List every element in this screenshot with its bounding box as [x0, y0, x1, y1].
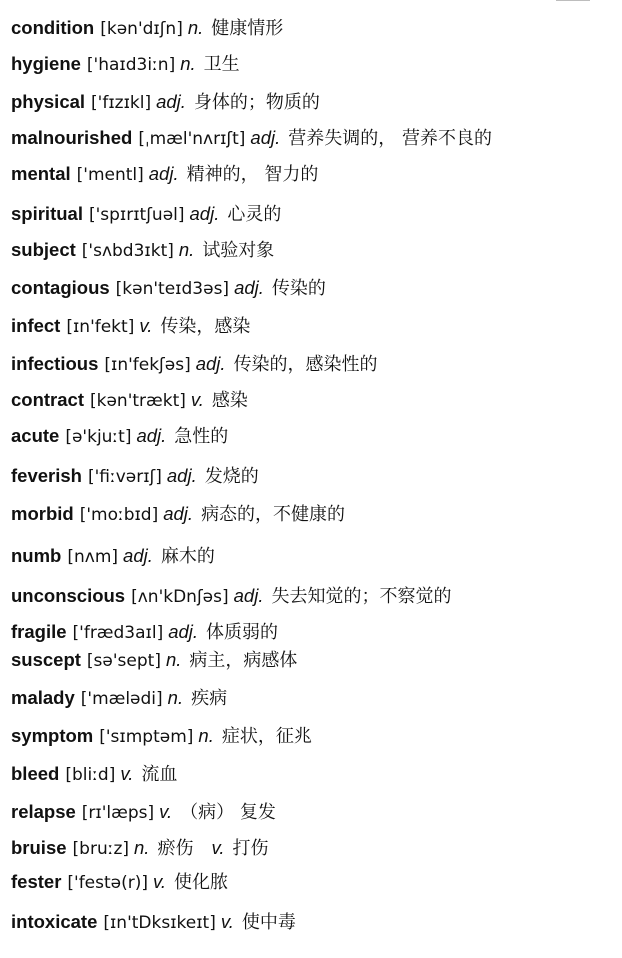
vocab-entry-contagious [11, 276, 326, 301]
vocab-entry-intoxicate [11, 910, 296, 935]
entry-word: subject [11, 239, 76, 260]
vocab-entry-symptom [11, 724, 312, 749]
vocab-entry-infectious [11, 352, 378, 377]
entry-word: morbid [11, 503, 74, 524]
vocab-entry-fragile [11, 620, 278, 645]
entry-part-of-speech: adj. [148, 163, 179, 184]
entry-word: acute [11, 425, 60, 446]
entry-part-of-speech: adj. [136, 425, 167, 446]
entry-meaning: 病主，病感体 [189, 650, 298, 671]
entry-pronunciation: ['mælədi] [80, 689, 163, 709]
vocab-entry-feverish [11, 464, 259, 489]
entry-part-of-speech: n. [134, 837, 150, 858]
entry-pronunciation: ['spɪrɪtʃuəl] [88, 205, 185, 225]
entry-part-of-speech: n. [178, 239, 195, 260]
entry-meaning: 瘀伤 [157, 838, 194, 859]
entry-meaning: 健康情形 [211, 18, 284, 39]
vocab-entry-infect [11, 314, 250, 339]
entry-meaning: 症状，征兆 [221, 726, 312, 747]
entry-meaning: 传染的，感染性的 [233, 354, 378, 375]
entry-meaning: （病） 复发 [180, 802, 276, 823]
entry-pronunciation: [ʌn'kDnʃəs] [131, 587, 229, 607]
entry-word: mental [11, 163, 71, 184]
entry-part-of-speech: adj. [123, 545, 153, 566]
entry-meaning-secondary: 打伤 [232, 838, 269, 859]
vocab-entry-malnourished [11, 126, 492, 151]
entry-meaning: 病态的，不健康的 [201, 504, 346, 525]
entry-meaning: 发烧的 [204, 466, 259, 487]
entry-word: numb [11, 545, 62, 566]
entry-meaning: 麻木的 [160, 546, 215, 567]
entry-word: physical [11, 91, 86, 112]
vocab-entry-spiritual [11, 202, 281, 227]
vocab-entry-acute [11, 424, 228, 449]
entry-word: malady [11, 687, 75, 708]
vocab-entry-subject [11, 238, 274, 263]
entry-part-of-speech: adj. [195, 353, 226, 374]
entry-word: malnourished [11, 127, 133, 148]
entry-part-of-speech: adj. [156, 91, 186, 112]
entry-pronunciation: [bruːz] [72, 839, 130, 859]
entry-word: condition [11, 17, 95, 38]
entry-pronunciation: [sə'sept] [86, 651, 161, 671]
entry-meaning: 身体的；物质的 [193, 92, 320, 113]
entry-word: unconscious [11, 585, 126, 606]
entry-meaning: 感染 [211, 390, 248, 411]
entry-part-of-speech: n. [198, 725, 214, 746]
entry-pronunciation: ['haɪd3iːn] [86, 55, 176, 75]
vocab-entry-condition [11, 16, 283, 41]
entry-part-of-speech: n. [167, 687, 184, 708]
entry-part-of-speech: v. [190, 389, 204, 410]
entry-pronunciation: ['fræd3aɪl] [72, 623, 164, 643]
entry-pronunciation: [rɪ'læps] [81, 803, 155, 823]
entry-meaning: 心灵的 [227, 204, 282, 225]
entry-part-of-speech: adj. [166, 465, 197, 486]
vocab-entry-morbid [11, 502, 345, 527]
vocab-entry-suscept [11, 648, 297, 673]
entry-pronunciation: ['sʌbd3ɪkt] [81, 241, 174, 261]
entry-meaning: 使化脓 [174, 872, 229, 893]
entry-part-of-speech-secondary: v. [211, 837, 225, 858]
top-divider [556, 0, 590, 1]
entry-meaning: 营养失调的， 营养不良的 [288, 128, 492, 149]
entry-pronunciation: [kən'trækt] [90, 391, 186, 411]
entry-word: suscept [11, 649, 81, 670]
entry-word: intoxicate [11, 911, 98, 932]
entry-word: contract [11, 389, 84, 410]
vocab-entry-physical [11, 90, 320, 115]
entry-meaning: 疾病 [191, 688, 228, 709]
entry-part-of-speech: n. [165, 649, 182, 670]
entry-meaning: 急性的 [174, 426, 229, 447]
entry-part-of-speech: v. [220, 911, 234, 932]
entry-meaning: 精神的， 智力的 [186, 164, 319, 185]
entry-part-of-speech: v. [139, 315, 153, 336]
entry-part-of-speech: adj. [163, 503, 194, 524]
entry-word: infect [11, 315, 61, 336]
entry-word: contagious [11, 277, 110, 298]
entry-pronunciation: [kən'dɪʃn] [100, 19, 183, 39]
entry-meaning: 传染，感染 [160, 316, 251, 337]
entry-word: symptom [11, 725, 94, 746]
entry-word: hygiene [11, 53, 81, 74]
entry-pronunciation: ['mentl] [76, 165, 144, 185]
entry-pronunciation: ['moːbɪd] [79, 505, 159, 525]
entry-part-of-speech: n. [180, 53, 196, 74]
entry-meaning: 失去知觉的；不察觉的 [271, 586, 452, 607]
entry-pronunciation: ['fɪzɪkl] [91, 93, 152, 113]
entry-part-of-speech: n. [187, 17, 204, 38]
entry-meaning: 使中毒 [241, 912, 296, 933]
entry-part-of-speech: v. [153, 871, 167, 892]
vocab-entry-hygiene [11, 52, 240, 77]
entry-word: spiritual [11, 203, 83, 224]
entry-pronunciation: [ˌmæl'nʌrɪʃt] [138, 129, 246, 149]
entry-word: bleed [11, 763, 60, 784]
entry-meaning: 卫生 [203, 54, 240, 75]
entry-part-of-speech: adj. [234, 277, 264, 298]
entry-pronunciation: [ə'kjuːt] [65, 427, 132, 447]
vocab-entry-relapse [11, 800, 276, 825]
entry-pronunciation: [kən'teɪd3əs] [115, 279, 230, 299]
entry-part-of-speech: adj. [250, 127, 281, 148]
entry-pronunciation: [bliːd] [65, 765, 116, 785]
entry-meaning: 体质弱的 [206, 622, 279, 643]
vocab-entry-numb [11, 544, 215, 569]
vocab-entry-bleed [11, 762, 177, 787]
entry-meaning: 流血 [141, 764, 178, 785]
vocab-entry-fester [11, 870, 228, 895]
vocab-entry-unconscious [11, 584, 451, 609]
entry-word: fester [11, 871, 62, 892]
vocab-entry-malady [11, 686, 227, 711]
entry-part-of-speech: adj. [189, 203, 220, 224]
entry-part-of-speech: v. [159, 801, 173, 822]
entry-pronunciation: [ɪn'fekt] [66, 317, 135, 337]
vocab-entry-contract [11, 388, 248, 413]
entry-pronunciation: ['sɪmptəm] [99, 727, 194, 747]
entry-part-of-speech: adj. [233, 585, 264, 606]
entry-part-of-speech: v. [120, 763, 134, 784]
entry-word: infectious [11, 353, 99, 374]
entry-part-of-speech: adj. [168, 621, 199, 642]
entry-pronunciation: [ɪn'tDksɪkeɪt] [103, 913, 216, 933]
vocab-entry-bruise [11, 836, 268, 861]
entry-pronunciation: ['festə(r)] [67, 873, 149, 893]
entry-pronunciation: [nʌm] [67, 547, 119, 567]
entry-word: feverish [11, 465, 82, 486]
entry-word: bruise [11, 837, 67, 858]
entry-word: fragile [11, 621, 67, 642]
entry-word: relapse [11, 801, 76, 822]
entry-meaning: 试验对象 [202, 240, 275, 261]
vocab-entry-mental [11, 162, 318, 187]
entry-pronunciation: [ɪn'fekʃəs] [104, 355, 191, 375]
entry-meaning: 传染的 [271, 278, 326, 299]
entry-pronunciation: ['fiːvərɪʃ] [87, 467, 162, 487]
